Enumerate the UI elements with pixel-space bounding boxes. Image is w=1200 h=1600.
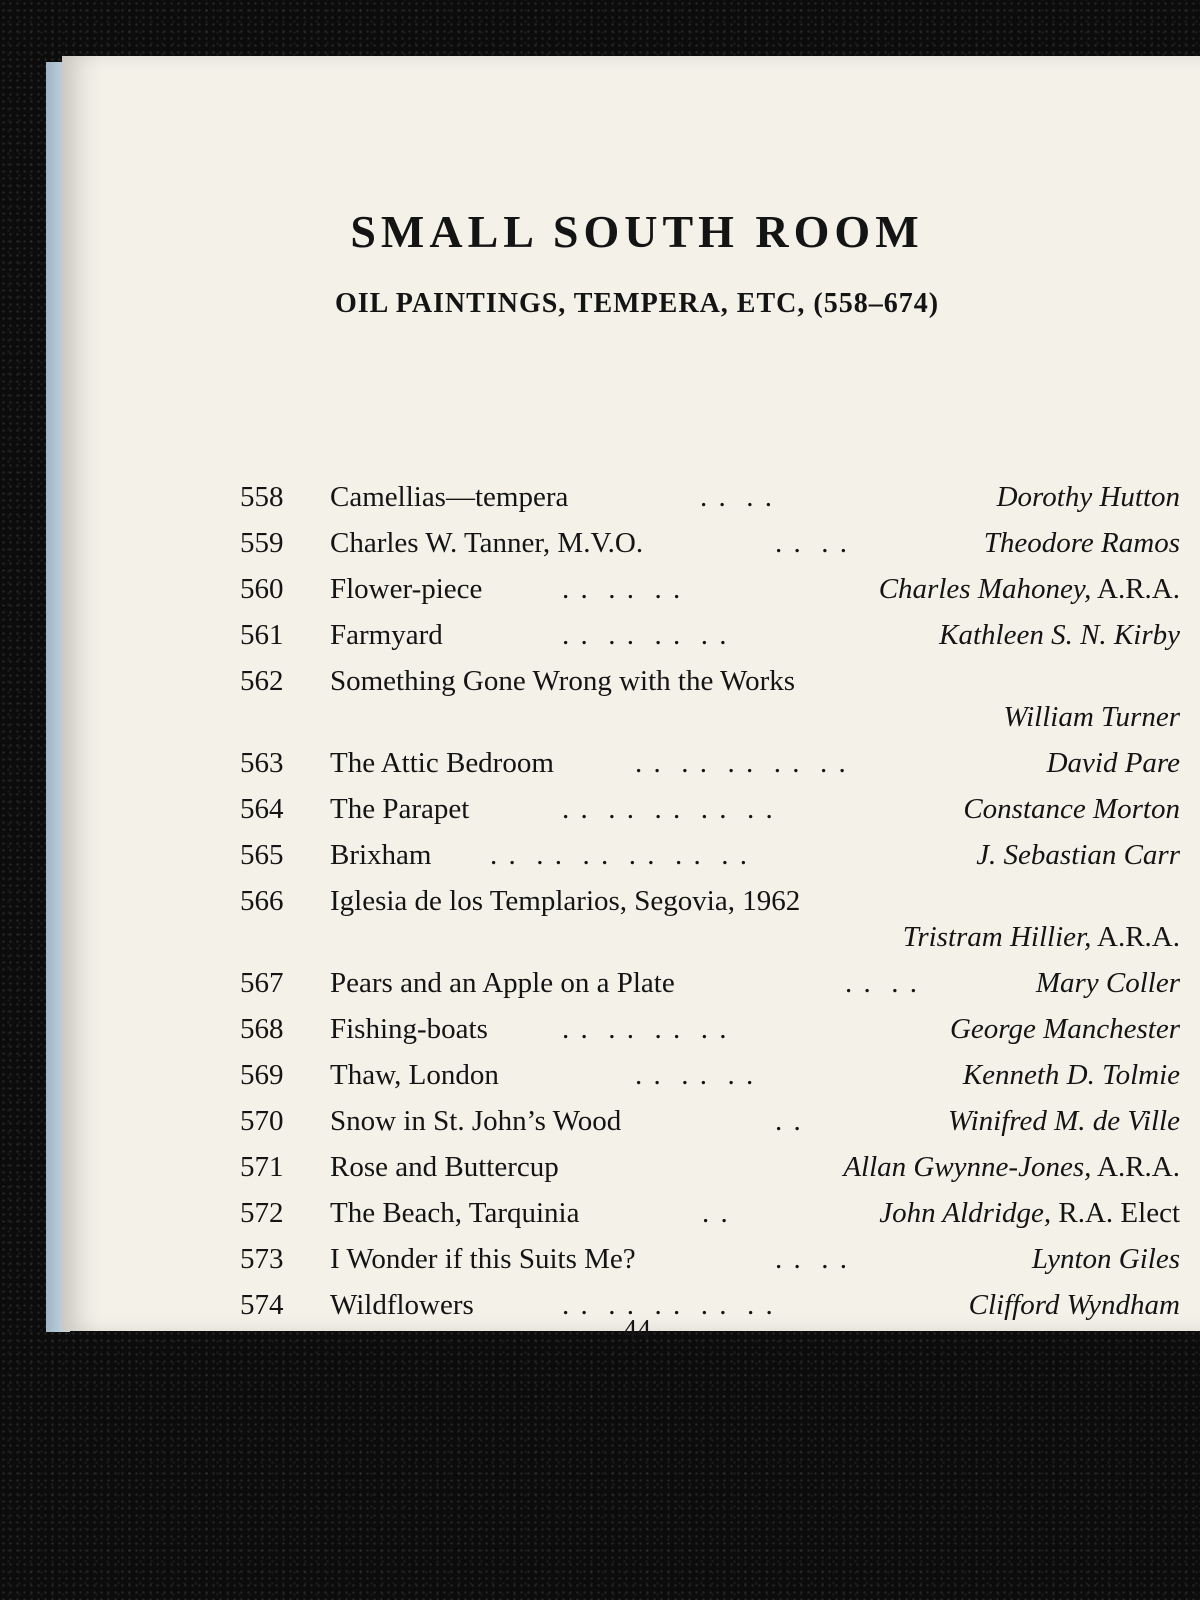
entry-artist xyxy=(950,1006,1180,1052)
entry-number: 568 xyxy=(240,1013,284,1045)
entry-title: Snow in St. John’s Wood xyxy=(330,1105,622,1137)
entry-number: 559 xyxy=(240,527,284,559)
artist-name: Kenneth D. Tolmie xyxy=(962,1059,1180,1091)
entry-number: 563 xyxy=(240,747,284,779)
catalogue-entry xyxy=(240,786,1180,832)
leader-dots: . . . . . . xyxy=(635,1059,756,1091)
entry-artist xyxy=(939,612,1180,658)
artist-suffix: A.R.A. xyxy=(1091,1151,1180,1183)
entry-title: Thaw, London xyxy=(330,1059,499,1091)
catalogue-entry xyxy=(240,878,1180,960)
entry-artist xyxy=(1036,960,1180,1006)
leader-dots: . . . . . . . . . . . . xyxy=(490,839,749,871)
entry-number: 561 xyxy=(240,619,284,651)
entry-number: 571 xyxy=(240,1151,284,1183)
entry-number: 565 xyxy=(240,839,284,871)
artist-name: J. Sebastian Carr xyxy=(976,839,1180,871)
entry-title: Farmyard xyxy=(330,619,443,651)
artist-name: Dorothy Hutton xyxy=(996,481,1180,513)
artist-name: Theodore Ramos xyxy=(983,527,1180,559)
artist-name: Tristram Hillier, xyxy=(902,921,1092,953)
page-number: 44 xyxy=(623,1315,651,1346)
entry-title: Iglesia de los Templarios, Segovia, 1962 xyxy=(330,885,801,917)
entry-number: 558 xyxy=(240,481,284,513)
entry-title: Something Gone Wrong with the Works xyxy=(330,665,796,697)
entry-title: Wildflowers xyxy=(330,1289,474,1321)
catalogue-entry xyxy=(240,566,1180,612)
catalogue-entry xyxy=(240,658,1180,740)
catalogue-entry xyxy=(240,1052,1180,1098)
catalogue-entry xyxy=(240,1098,1180,1144)
artist-name: Constance Morton xyxy=(963,793,1180,825)
entry-artist xyxy=(1047,740,1180,786)
entry-number: 572 xyxy=(240,1197,284,1229)
artist-suffix: A.R.A. xyxy=(1091,921,1180,953)
catalogue-entry xyxy=(240,740,1180,786)
entry-number: 560 xyxy=(240,573,284,605)
leader-dots: . . . . . . . . . . xyxy=(635,747,848,779)
entry-title: The Beach, Tarquinia xyxy=(330,1197,580,1229)
artist-name: Winifred M. de Ville xyxy=(948,1105,1180,1137)
entry-title: Rose and Buttercup xyxy=(330,1151,559,1183)
catalogue-entry xyxy=(240,960,1180,1006)
leader-dots: . . . . . . . . . . xyxy=(562,793,775,825)
entry-number: 574 xyxy=(240,1289,284,1321)
artist-name: Lynton Giles xyxy=(1031,1243,1180,1275)
artist-name: Charles Mahoney, xyxy=(878,573,1092,605)
entry-artist xyxy=(879,566,1180,612)
entry-number: 569 xyxy=(240,1059,284,1091)
entry-artist xyxy=(903,914,1180,960)
page-heading: SMALL SOUTH ROOM xyxy=(350,206,924,257)
artist-suffix: A.R.A. xyxy=(1091,573,1180,605)
entry-number: 567 xyxy=(240,967,284,999)
entry-artist xyxy=(997,474,1180,520)
leader-dots: . . . . . . . . . . xyxy=(562,1289,775,1321)
entry-artist xyxy=(984,520,1180,566)
entry-title: Brixham xyxy=(330,839,432,871)
entry-artist xyxy=(1004,694,1180,740)
entry-artist xyxy=(843,1144,1180,1190)
artist-name: Kathleen S. N. Kirby xyxy=(939,619,1180,651)
artist-name: John Aldridge, xyxy=(879,1197,1052,1229)
leader-dots: . . . . . . . . xyxy=(562,1013,729,1045)
entry-artist xyxy=(963,786,1180,832)
artist-suffix: R.A. Elect xyxy=(1051,1197,1180,1229)
entry-artist xyxy=(1032,1236,1180,1282)
artist-name: Allan Gwynne-Jones, xyxy=(843,1151,1092,1183)
entry-title: The Attic Bedroom xyxy=(330,747,554,779)
artist-name: David Pare xyxy=(1046,747,1180,779)
leader-dots: . . . . . . . . xyxy=(562,619,729,651)
catalogue-entry xyxy=(240,520,1180,566)
entry-number: 573 xyxy=(240,1243,284,1275)
entry-title: Fishing-boats xyxy=(330,1013,488,1045)
page-subheading: OIL PAINTINGS, TEMPERA, ETC, (558–674) xyxy=(334,288,940,319)
catalogue-entry xyxy=(240,832,1180,878)
catalogue-entry xyxy=(240,1190,1180,1236)
artist-name: Clifford Wyndham xyxy=(968,1289,1180,1321)
leader-dots: . . . . xyxy=(845,967,919,999)
entry-number: 562 xyxy=(240,665,284,697)
entry-artist xyxy=(948,1098,1180,1144)
entry-artist xyxy=(976,832,1180,878)
catalogue-entry xyxy=(240,474,1180,520)
entry-title: I Wonder if this Suits Me? xyxy=(330,1243,636,1275)
leader-dots: . . xyxy=(775,1105,803,1137)
entry-number: 566 xyxy=(240,885,284,917)
artist-name: Mary Coller xyxy=(1035,967,1180,999)
entry-title: Pears and an Apple on a Plate xyxy=(330,967,675,999)
entry-title: The Parapet xyxy=(330,793,470,825)
leader-dots: . . . . xyxy=(700,481,774,513)
artist-name: William Turner xyxy=(1003,701,1180,733)
leader-dots: . . . . . . xyxy=(562,573,683,605)
leader-dots: . . . . xyxy=(775,527,849,559)
catalogue-entry xyxy=(240,612,1180,658)
catalogue-entry xyxy=(240,1006,1180,1052)
leader-dots: . . . . xyxy=(775,1243,849,1275)
entry-artist xyxy=(879,1190,1180,1236)
entry-title: Charles W. Tanner, M.V.O. xyxy=(330,527,644,559)
catalogue-entry xyxy=(240,1236,1180,1282)
catalogue-entry xyxy=(240,1144,1180,1190)
leader-dots: . . xyxy=(702,1197,730,1229)
entry-artist xyxy=(963,1052,1180,1098)
entry-number: 570 xyxy=(240,1105,284,1137)
catalogue-list xyxy=(240,474,1180,1328)
entry-title: Camellias—tempera xyxy=(330,481,569,513)
artist-name: George Manchester xyxy=(949,1013,1180,1045)
entry-number: 564 xyxy=(240,793,284,825)
entry-title: Flower-piece xyxy=(330,573,483,605)
